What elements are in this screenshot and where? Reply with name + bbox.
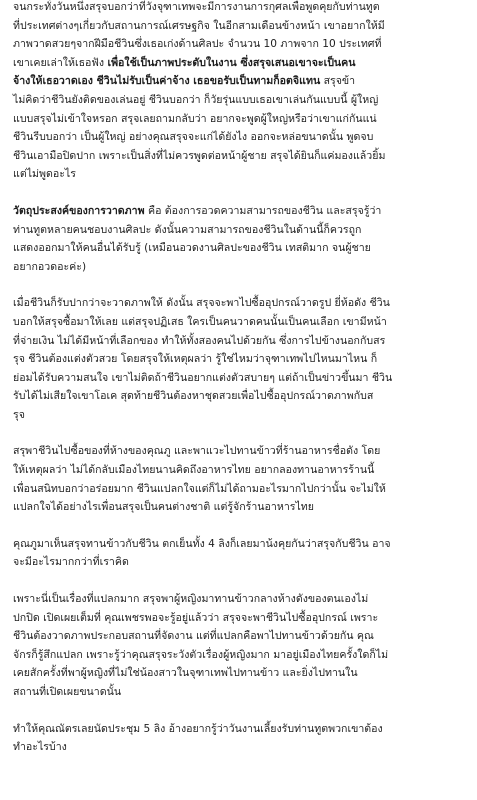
text-line-bold-start — [13, 72, 465, 91]
text-line: ให้เหตุผลว่า ไม่ได้กลับเมืองไทยนานคิดถึงอาหารไทย อยากลองทานอาหารร้านนี้ — [13, 464, 375, 477]
text-line: ย่อมได้รับความสนใจ เขาไม่ติดถ้าชีวินอยากแต่งตัวสบายๆ แต่ถ้าเป็นข่าวขึ้นมา ชีวิน — [13, 371, 393, 384]
text-line: เพราะนี่เป็นเรื่องที่แปลกมาก สรุจพาผู้หญิงมาทานข้าวกลางห้างดังของตนเองไม่ — [13, 593, 369, 606]
text-line-mixed — [13, 202, 465, 221]
text-line: รุจ — [13, 408, 25, 421]
paragraph-gap — [13, 572, 465, 590]
text-line: ชีวินเอามือปิดปาก เพราะเป็นสิ่งที่ไม่ควรพูดต่อหน้าผู้ชาย สรุจได้ยินก็แค่มองแล้วยิ้ม — [13, 149, 386, 162]
text-line: สถานที่เปิดเผยขนาดนั้น — [13, 686, 122, 698]
text-line: ชีวินต้องวาดภาพประกอบสถานที่จัดงาน แต่ที่แปลกคือพาไปทานข้าวด้วยกัน คุณ — [13, 630, 374, 643]
paragraph-gap — [13, 424, 465, 442]
text-line: ภาพวาดสวยๆจากฝีมือชีวินซึ่งเธอเก่งด้านศิลปะ จำนวน 10 ภาพจาก 10 ประเทศที่ — [13, 38, 382, 51]
text-line: เมื่อชีวินก็รับปากว่าจะวาดภาพให้ ดังนั้น สรุจจะพาไปซื้ออุปกรณ์วาดรูป ยี่ห้อดัง ชีวิน — [13, 297, 390, 310]
text-line: แปลกใจได้อย่างไรเพื่อนสรุจเป็นคนต่างชาติ แต่รู้จักร้านอาหารไทย — [13, 501, 314, 514]
text-line: ชีวินรีบบอกว่า เป็นผู้ใหญ่ อย่างคุณสรุจจะแก่ได้ยังไง ออกจะหล่อขนาดนั้น พูดจบ — [13, 131, 374, 144]
text-line: จักรก็รู้สึกแปลก เพราะรู้ว่าคุณสรุจระวังตัวเรื่องผู้หญิงมาก มาอยู่เมืองไทยครั้งใดก็ไม่ — [13, 648, 389, 661]
text-line: รับได้ไม่เสียใจเขาโอเค สุดท้ายชีวินต้องหาชุดสวยเพื่อไปซื้ออุปกรณ์วาดภาพกับส — [13, 390, 374, 403]
paragraph-gap — [13, 276, 465, 294]
paragraph-6 — [13, 590, 465, 702]
text-line: ที่ประเทศต่างๆเกี่ยวกับสถานการณ์เศรษฐกิจ ในอีกสามเดือนข้างหน้า เขาอยากให้มี — [13, 19, 385, 32]
bold-highlight: เพื่อใช้เป็นภาพประดับในงาน ซึ่งสรุจเสนอเขาจะเป็นคน — [107, 56, 356, 69]
paragraph-7 — [13, 720, 465, 757]
paragraph-gap — [13, 702, 465, 720]
text-line: ท่านทูตหลายคนชอบงานศิลปะ ดังนั้นความสามารถของชีวินในด้านนี้ก็ควรถูก — [13, 223, 362, 236]
paragraph-4 — [13, 442, 465, 516]
section-lead: วัตถุประสงค์ของการวาดภาพ — [13, 204, 145, 217]
text-line: จะมีอะไรมากกว่าที่เราคิด — [13, 556, 129, 569]
paragraph-2 — [13, 202, 465, 276]
text-line: แต่ไม่พูดอะไร — [13, 168, 76, 181]
paragraph-3 — [13, 294, 465, 424]
text-line: ปกปิด เปิดเผยเต็มที่ คุณเพชรพอจะรู้อยู่แล้วว่า สรุจจะพาชีวินไปซื้ออุปกรณ์ เพราะ — [13, 611, 379, 624]
paragraph-gap — [13, 184, 465, 202]
text-line: แบบสรุจไม่เข้าใจหรอก สรุจเลยถามกลับว่า อยากจะพูดผู้ใหญ่หรือว่าเขาแก่กันแน่ — [13, 112, 377, 125]
text-run: คือ ต้องการอวดความสามารถของชีวิน และสรุจรู้ว่า — [144, 204, 382, 217]
text-line: ที่จ่ายเงิน ไม่ได้มีหน้าที่เลือกของ ทำให้ทั้งสองคนไปด้วยกัน ซึ่งการไปข้างนอกกับสร — [13, 334, 386, 347]
paragraph-1 — [13, 0, 465, 184]
text-line: จนกระทั่งวันหนึ่งสรุจบอกว่าที่วังจุฑาเทพจะมีการงานการกุศลเพื่อพูดคุยกับท่านทูต — [13, 1, 380, 13]
text-line: อยากอวดอะค่ะ) — [13, 260, 87, 273]
text-line: บอกให้สรุจซื้อมาให้เลย แต่สรุจปฏิเสธ ใครเป็นคนวาดคนนั้นเป็นคนเลือก เขามีหน้า — [13, 315, 387, 328]
text-line: เพื่อนสนิทบอกว่าอร่อยมาก ชีวินแปลกใจแต่ก็ไม่ได้ถามอะไรมากไปกว่านั้น จะไม่ให้ — [13, 482, 386, 495]
text-line: แสดงออกมาให้คนอื่นได้รับรู้ (เหมือนอวดงานศิลปะของชีวิน เทสติมาก จนผู้ชาย — [13, 242, 371, 255]
paragraph-5 — [13, 535, 465, 572]
bold-highlight-cont: จ้างให้เธอวาดเอง ชีวินไม่รับเป็นค่าจ้าง เธอขอรับเป็นทามก็อตจิแทน — [13, 75, 321, 88]
paragraph-gap — [13, 517, 465, 535]
text-line: คุณภูมาเห็นสรุจทานข้าวกับชีวิน ตกเย็นทั้ง 4 ลิงก็เลยมาน้งคุยกันว่าสรุจกับชีวิน อาจ — [13, 537, 391, 550]
text-run: สรุจข้า — [320, 75, 356, 88]
text-line: รุจ ชีวินต้องแต่งตัวสวย โดยสรุจให้เหตุผลว่า รู้ใช่ไหมว่าจุฑาเทพไปไหนมาไหน ก็ — [13, 353, 378, 366]
text-line: สรุพาชีวินไปซื้อของที่ห้างของคุณภู และพาแวะไปทานข้าวที่ร้านอาหารชื่อดัง โดย — [13, 445, 381, 458]
text-line: ไม่คิดว่าชีวินยังติดของเล่นอยู่ ชีวินบอกว่า ก็วัยรุ่นแบบเธอเขาเล่นกันแบบนี้ ผู้ใหญ่ — [13, 93, 379, 106]
text-line: ทำอะไรบ้าง — [13, 741, 67, 754]
text-run: เขาเคยเล่าให้เธอฟัง — [13, 56, 105, 69]
text-line: ทำให้คุณณัตรเลยนัดประชุม 5 ลิง อ้างอยากรู้ว่าวันงานเลี้ยงรับท่านทูตพวกเขาต้อง — [13, 722, 383, 735]
text-line: เคยสักครั้งที่พาผู้หญิงที่ไม่ใช่น้องสาวในจุฑาเทพไปทานข้าว และยิ่งไปทานใน — [13, 667, 358, 680]
text-line-mixed — [13, 54, 465, 73]
